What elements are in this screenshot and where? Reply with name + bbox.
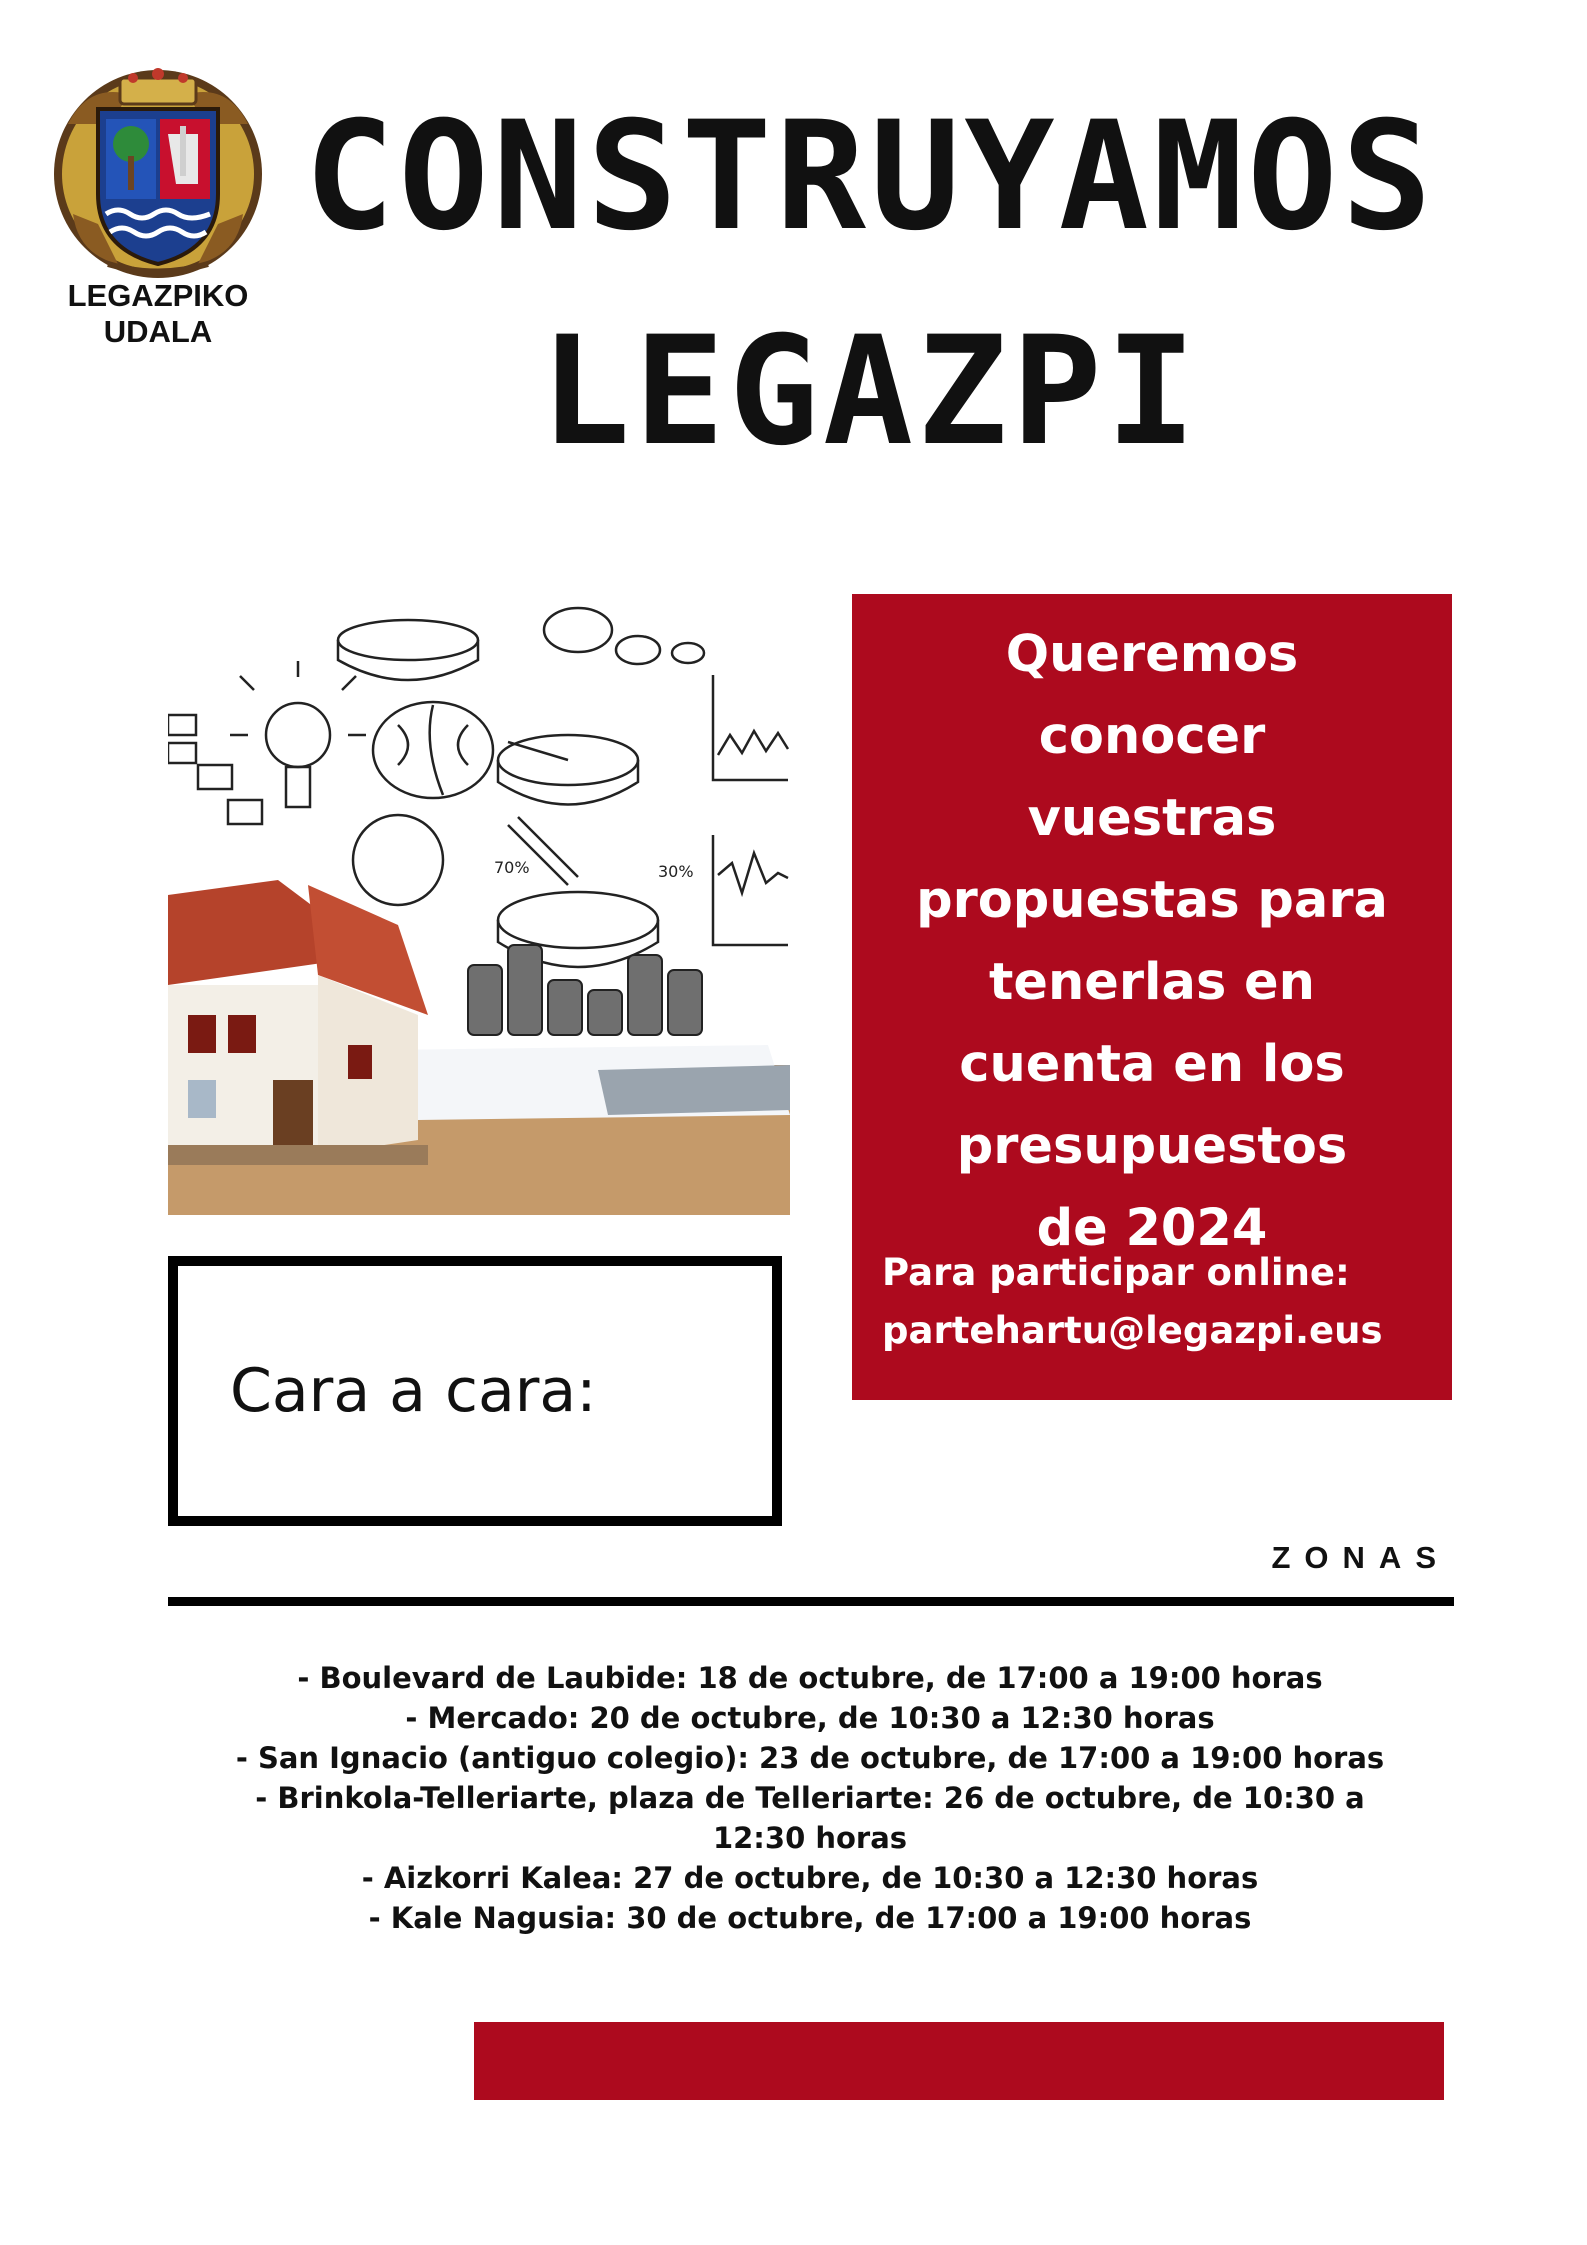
municipality-name (28, 278, 288, 350)
zone-item: - San Ignacio (antiguo colegio): 23 de octubre, de 17:00 a 19:00 horas (235, 1741, 1385, 1775)
budget-illustration (168, 595, 790, 1215)
zones-schedule-list (175, 1658, 1445, 1938)
online-participation (882, 1244, 1452, 1360)
zone-item: - Brinkola-Telleriarte, plaza de Telleriarte: 26 de octubre, de 10:30 a (255, 1781, 1365, 1815)
label-70-percent: 70% (494, 858, 530, 877)
face-to-face-label: Cara a cara: (230, 1356, 597, 1426)
info-line: presupuestos (956, 1117, 1348, 1176)
online-label: Para participar online: (882, 1251, 1350, 1294)
zonas-heading: ZONAS (1271, 1540, 1450, 1575)
title-line-1: CONSTRUYAMOS (304, 90, 1436, 264)
logo-line-1: LEGAZPIKO (67, 278, 249, 313)
page-title (290, 70, 1450, 500)
info-line: tenerlas en (989, 953, 1315, 1012)
info-line: cuenta en los (959, 1035, 1345, 1094)
zone-item: 12:30 horas (712, 1821, 908, 1855)
title-line-2: LEGAZPI (539, 305, 1201, 479)
face-to-face-box (168, 1256, 782, 1526)
info-message (852, 614, 1452, 1270)
info-line: vuestras (1027, 789, 1277, 848)
info-line: Queremos (1005, 625, 1299, 684)
info-panel (852, 594, 1452, 1400)
label-30-percent: 30% (658, 862, 694, 881)
participation-email-link[interactable]: partehartu@legazpi.eus (882, 1309, 1383, 1352)
info-line: conocer (1038, 707, 1266, 766)
municipal-coat-of-arms-logo (48, 64, 268, 284)
logo-line-2: UDALA (103, 314, 213, 349)
zone-item: - Mercado: 20 de octubre, de 10:30 a 12:30 horas (405, 1701, 1215, 1735)
info-line: propuestas para (916, 871, 1388, 930)
footer-accent-bar (474, 2022, 1444, 2100)
section-divider (168, 1597, 1454, 1606)
zone-item: - Kale Nagusia: 30 de octubre, de 17:00 a 19:00 horas (368, 1901, 1252, 1935)
info-line: de 2024 (1036, 1199, 1268, 1258)
zone-item: - Boulevard de Laubide: 18 de octubre, de 17:00 a 19:00 horas (297, 1661, 1323, 1695)
zone-item: - Aizkorri Kalea: 27 de octubre, de 10:30 a 12:30 horas (361, 1861, 1259, 1895)
